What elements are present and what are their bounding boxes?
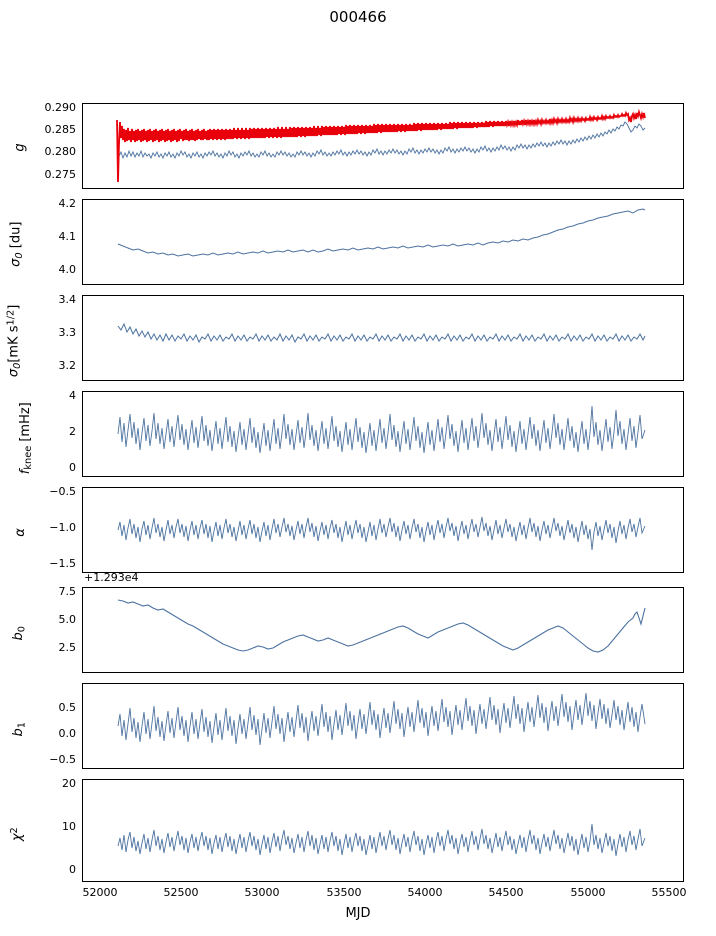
panel-alpha-ylabel: α xyxy=(12,528,28,537)
panel-fknee-ytick-4: 4 xyxy=(69,389,76,402)
panel-fknee-ytick-0: 0 xyxy=(69,461,76,474)
panel-sigma0-mks-ylabel: $\sigma_0[mK$ $s^{1/2}$] xyxy=(5,304,24,378)
xtick-54000: 54000 xyxy=(407,886,443,899)
panel-b0-offset-label: +1.293e4 xyxy=(84,571,139,584)
panel-b1-ytick-05: 0.5 xyxy=(58,701,76,714)
panel-g-ytick-0280: 0.280 xyxy=(44,145,76,158)
panel-b1-ytick-n05: −0.5 xyxy=(49,753,76,766)
panel-b1-ytick-00: 0.0 xyxy=(58,727,76,740)
panel-g xyxy=(82,103,684,189)
xtick-55500: 55500 xyxy=(651,886,687,899)
panel-sigma0-mks-ytick-33: 3.3 xyxy=(58,326,76,339)
panel-fknee-ytick-2: 2 xyxy=(69,425,76,438)
xtick-54500: 54500 xyxy=(488,886,524,899)
panel-fknee xyxy=(82,391,684,477)
panel-sigma0-mks xyxy=(82,295,684,381)
panel-g-ytick-0290: 0.290 xyxy=(44,101,76,114)
xtick-52000: 52000 xyxy=(82,886,118,899)
panel-b0-ylabel: $b_0$ xyxy=(11,625,28,641)
panel-sigma0-plot xyxy=(83,200,683,284)
panel-b0-plot xyxy=(83,588,683,672)
panel-b1-plot xyxy=(83,684,683,768)
panel-sigma0-mks-plot xyxy=(83,296,683,380)
panel-alpha-ytick-n15: −1.5 xyxy=(49,557,76,570)
panel-chi2-ylabel: $\chi^2$ xyxy=(8,827,26,842)
panel-g-ytick-0275: 0.275 xyxy=(44,168,76,181)
panel-alpha-ytick-n10: −1.0 xyxy=(49,521,76,534)
panel-b1 xyxy=(82,683,684,769)
panel-g-ytick-0285: 0.285 xyxy=(44,123,76,136)
xtick-53000: 53000 xyxy=(244,886,280,899)
panel-chi2-plot xyxy=(83,780,683,881)
panel-alpha xyxy=(82,487,684,573)
panel-chi2-ytick-0: 0 xyxy=(69,863,76,876)
panel-chi2-ytick-20: 20 xyxy=(62,777,76,790)
panel-sigma0-ytick-41: 4.1 xyxy=(58,230,76,243)
xtick-55000: 55000 xyxy=(570,886,606,899)
panel-alpha-plot xyxy=(83,488,683,572)
panel-fknee-ylabel: $f_{knee}$ [mHz] xyxy=(17,402,35,475)
panel-sigma0-ytick-42: 4.2 xyxy=(58,197,76,210)
panel-g-ylabel: g xyxy=(12,143,28,152)
panel-alpha-ytick-n05: −0.5 xyxy=(49,485,76,498)
panel-b0-ytick-75: 7.5 xyxy=(58,585,76,598)
panel-b0 xyxy=(82,587,684,673)
x-axis-label: MJD xyxy=(345,906,371,921)
panel-b0-ytick-50: 5.0 xyxy=(58,613,76,626)
panel-g-plot xyxy=(83,104,683,188)
panel-b1-ylabel: $b_1$ xyxy=(11,721,28,737)
panel-b0-ytick-25: 2.5 xyxy=(58,641,76,654)
panel-chi2 xyxy=(82,779,684,882)
panel-sigma0-mks-ytick-32: 3.2 xyxy=(58,359,76,372)
panel-sigma0-ylabel: $\sigma_0$ [du] xyxy=(8,221,25,267)
panel-fknee-plot xyxy=(83,392,683,476)
xtick-52500: 52500 xyxy=(163,886,199,899)
figure-title: 000466 xyxy=(329,8,387,26)
panel-sigma0-mks-ytick-34: 3.4 xyxy=(58,293,76,306)
panel-sigma0 xyxy=(82,199,684,285)
panel-sigma0-ytick-40: 4.0 xyxy=(58,263,76,276)
xtick-53500: 53500 xyxy=(326,886,362,899)
panel-chi2-ytick-10: 10 xyxy=(62,820,76,833)
